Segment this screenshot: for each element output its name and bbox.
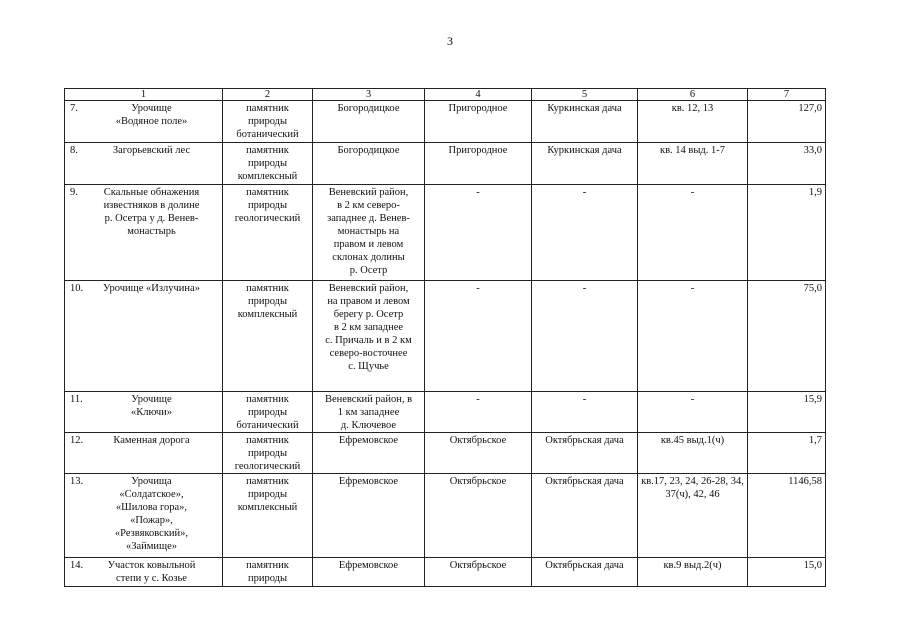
category-cell: памятник природы ботанический [223,392,313,433]
location-cell: Веневский район, на правом и левом берегу р. Осетр в 2 км западнее с. Причаль и в 2 км северо-восточнее с. Щучье [313,281,425,392]
forestry-cell: Октябрьское [425,433,532,474]
quarters-cell: - [638,392,748,433]
row-number: 13. [70,476,84,487]
column-number-4: 4 [425,89,532,101]
table-row [65,185,826,281]
object-name: Урочище «Ключи» [130,394,173,418]
row-number: 7. [70,103,78,114]
object-name: Урочище «Водяное поле» [115,103,188,127]
name-cell [65,143,223,185]
row-number: 10. [70,283,84,294]
category-cell: памятник природы [223,558,313,587]
area-cell: 15,9 [748,392,826,433]
dacha-cell: Куркинская дача [532,143,638,185]
forestry-cell: Октябрьское [425,474,532,558]
forestry-cell: Пригородное [425,101,532,143]
name-cell [65,392,223,433]
category-cell: памятник природы комплексный [223,281,313,392]
area-cell: 1,7 [748,433,826,474]
column-number-2: 2 [223,89,313,101]
location-cell: Ефремовское [313,474,425,558]
quarters-cell: кв.45 выд.1(ч) [638,433,748,474]
quarters-cell: - [638,281,748,392]
forestry-cell: - [425,185,532,281]
dacha-cell: - [532,392,638,433]
location-cell: Богородицкое [313,143,425,185]
row-number: 8. [70,145,78,156]
area-cell: 1,9 [748,185,826,281]
table-row [65,143,826,185]
dacha-cell: - [532,185,638,281]
location-cell: Ефремовское [313,433,425,474]
name-cell [65,474,223,558]
row-number: 11. [70,394,83,405]
column-number-5: 5 [532,89,638,101]
category-cell: памятник природы ботанический [223,101,313,143]
name-cell [65,433,223,474]
quarters-cell: кв.9 выд.2(ч) [638,558,748,587]
table-row [65,392,826,433]
nature-monuments-table [64,88,826,587]
page-number: 3 [447,34,453,48]
name-cell [65,281,223,392]
dacha-cell: Октябрьская дача [532,474,638,558]
dacha-cell: Куркинская дача [532,101,638,143]
category-cell: памятник природы геологический [223,185,313,281]
quarters-cell: кв.17, 23, 24, 26-28, 34, 37(ч), 42, 46 [638,474,748,558]
quarters-cell: - [638,185,748,281]
table-row [65,101,826,143]
forestry-cell: Пригородное [425,143,532,185]
area-cell: 15,0 [748,558,826,587]
row-number: 14. [70,560,84,571]
table-row [65,474,826,558]
name-cell [65,558,223,587]
object-name: Загорьевский лес [112,145,191,156]
quarters-cell: кв. 14 выд. 1-7 [638,143,748,185]
location-cell: Богородицкое [313,101,425,143]
object-name: Каменная дорога [113,435,190,446]
category-cell: памятник природы комплексный [223,474,313,558]
object-name: Урочище «Излучина» [103,283,200,294]
area-cell: 127,0 [748,101,826,143]
column-number-3: 3 [313,89,425,101]
table-header-row [65,89,826,101]
forestry-cell: Октябрьское [425,558,532,587]
row-number: 12. [70,435,84,446]
dacha-cell: Октябрьская дача [532,433,638,474]
column-number-1: 1 [65,89,223,101]
column-number-7: 7 [748,89,826,101]
table-row [65,433,826,474]
object-name: Скальные обнажения известняков в долине р. Осетра у д. Венев- монастырь [103,187,200,237]
area-cell: 75,0 [748,281,826,392]
object-name: Участок ковыльной степи у с. Козье [107,560,196,584]
name-cell [65,185,223,281]
object-name: Урочища «Солдатское», «Шилова гора», «Пожар», «Резвяковский», «Займище» [114,476,189,552]
row-number: 9. [70,187,78,198]
forestry-cell: - [425,392,532,433]
category-cell: памятник природы комплексный [223,143,313,185]
location-cell: Ефремовское [313,558,425,587]
area-cell: 33,0 [748,143,826,185]
area-cell: 1146,58 [748,474,826,558]
column-number-6: 6 [638,89,748,101]
table-row [65,281,826,392]
quarters-cell: кв. 12, 13 [638,101,748,143]
location-cell: Веневский район, в 2 км северо- западнее д. Венев- монастырь на правом и левом склонах долины р. Осетр [313,185,425,281]
dacha-cell: Октябрьская дача [532,558,638,587]
dacha-cell: - [532,281,638,392]
forestry-cell: - [425,281,532,392]
category-cell: памятник природы геологический [223,433,313,474]
location-cell: Веневский район, в 1 км западнее д. Ключевое [313,392,425,433]
table-row [65,558,826,587]
name-cell [65,101,223,143]
